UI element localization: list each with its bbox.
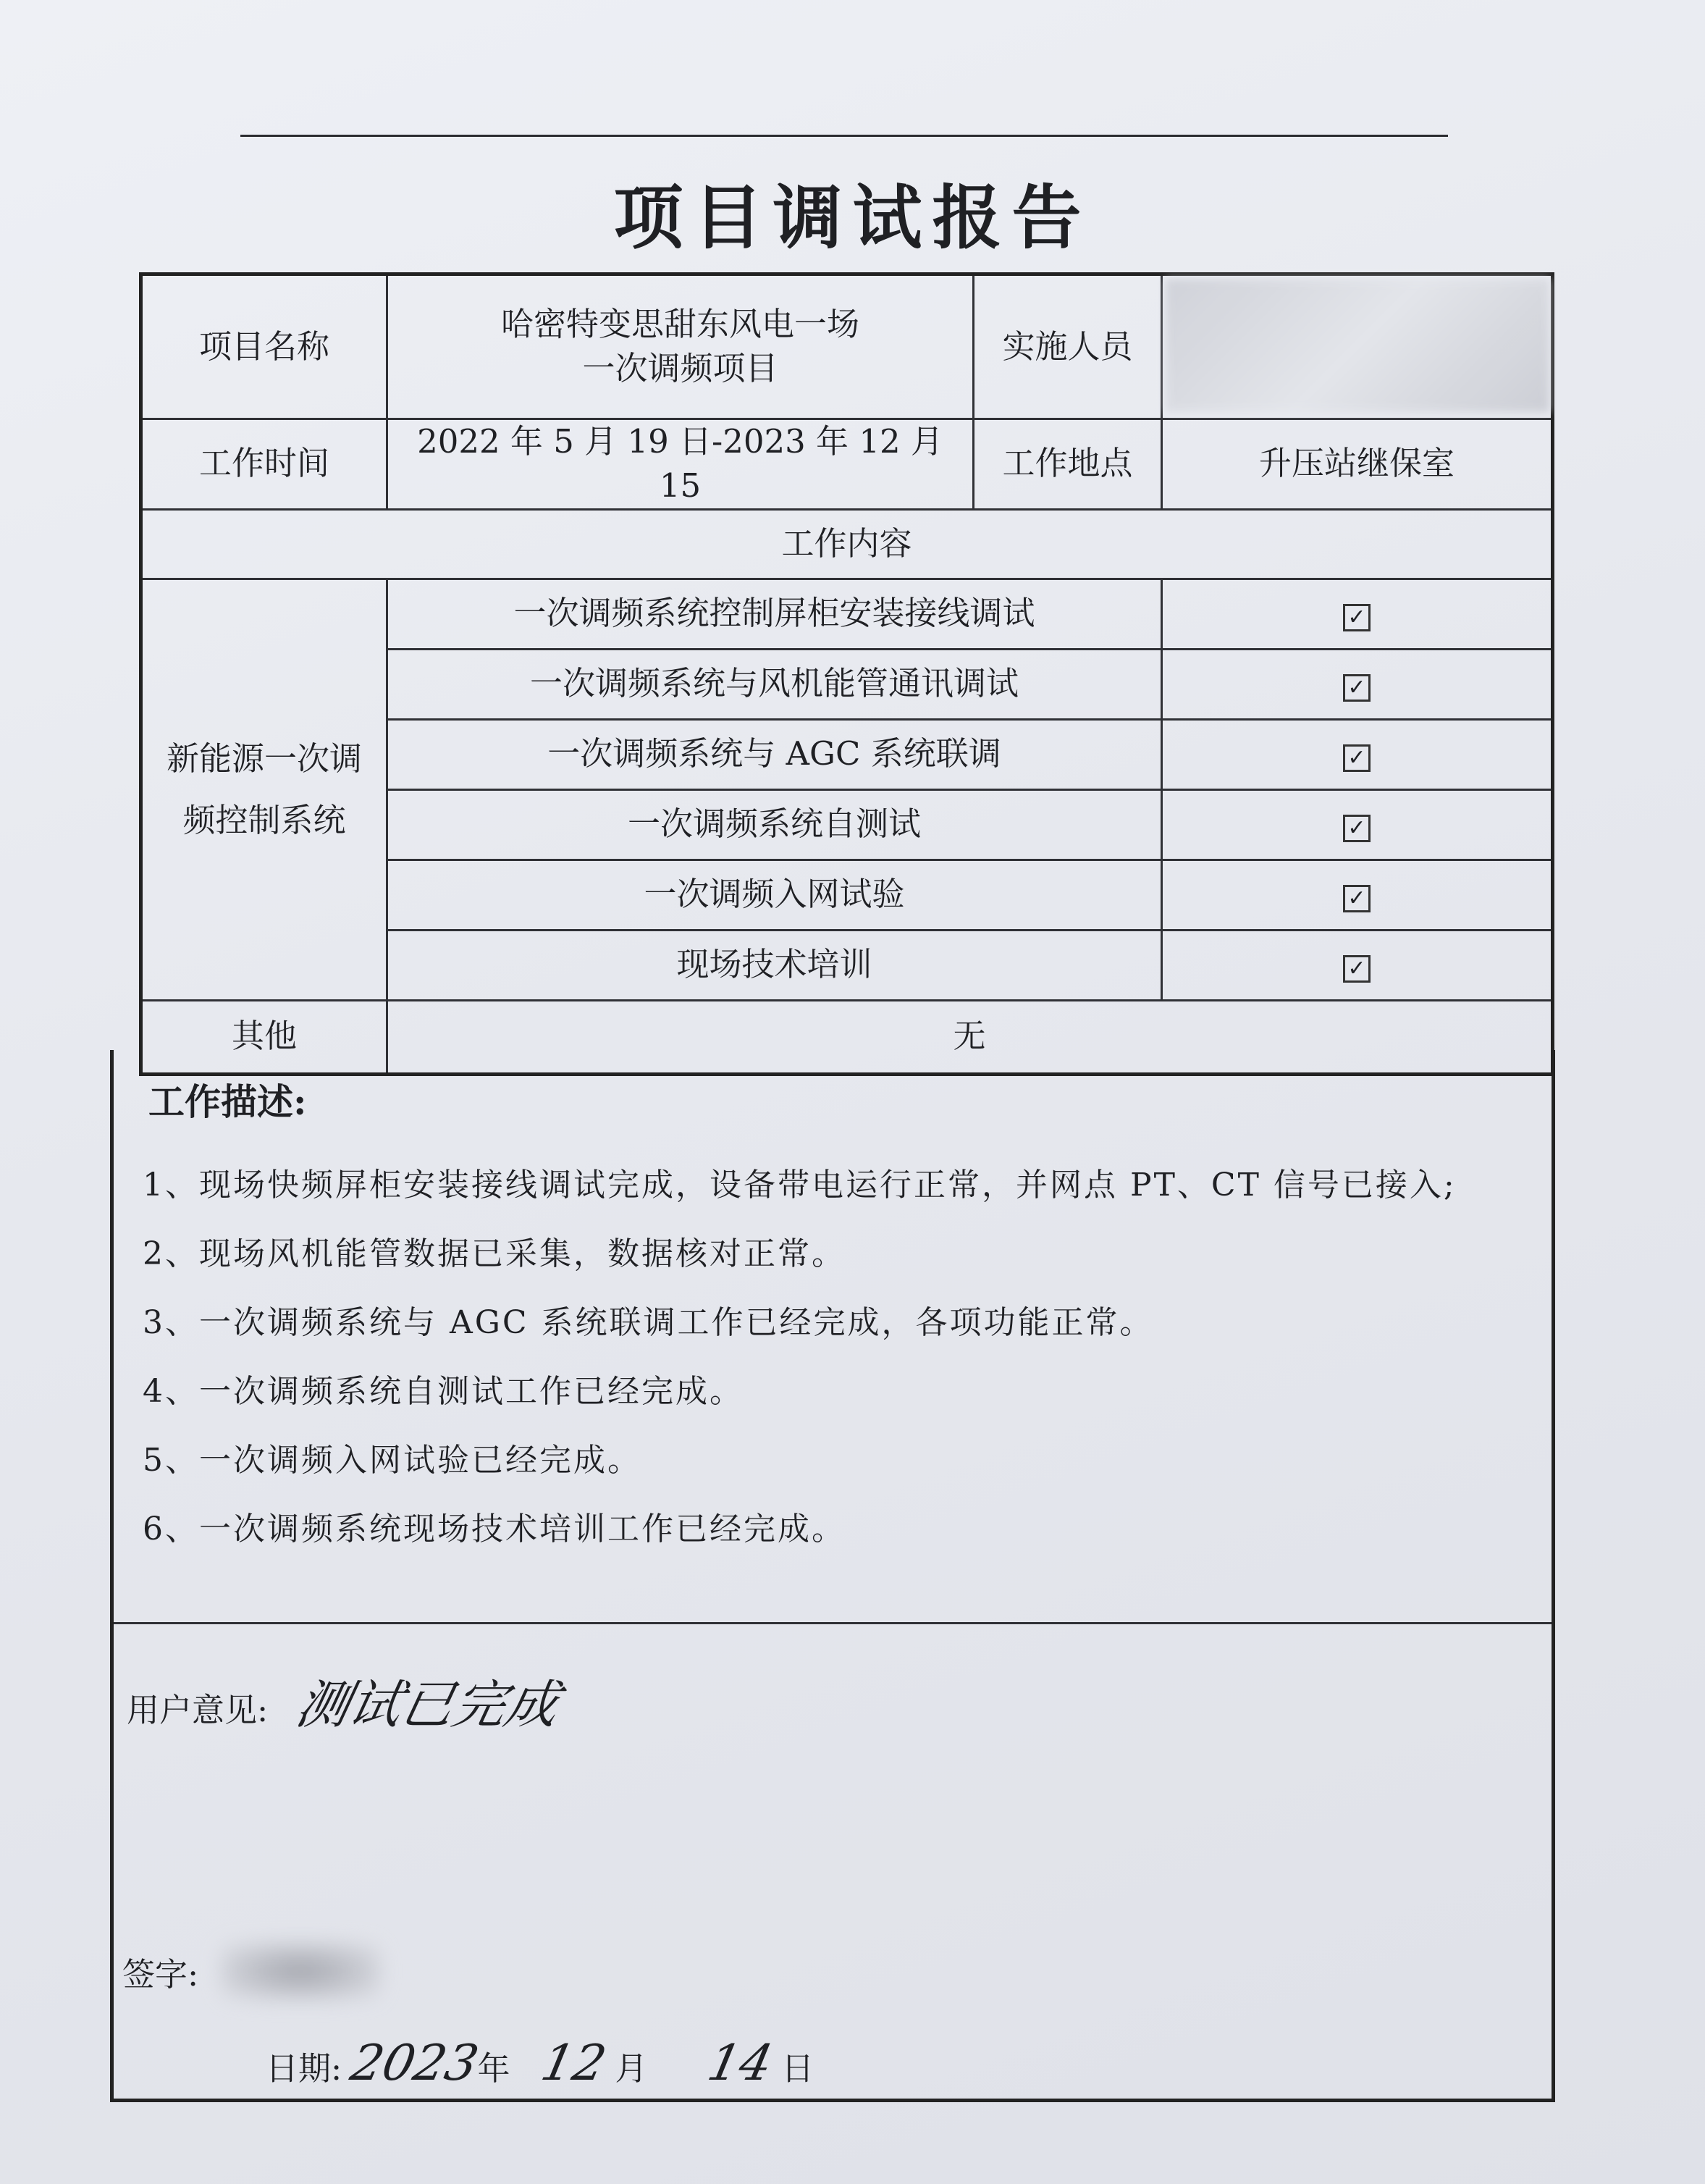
- description-item: 1、现场快频屏柜安装接线调试完成，设备带电运行正常，并网点 PT、CT 信号已接入;: [143, 1167, 1457, 1204]
- project-name-line1: 哈密特变思甜东风电一场: [500, 305, 859, 344]
- task-check: [1162, 579, 1553, 649]
- row-content-header: [141, 509, 1553, 579]
- description-item: 4、一次调频系统自测试工作已经完成。: [143, 1373, 744, 1410]
- task-check: [1162, 649, 1553, 719]
- implementer-label: 实施人员: [974, 274, 1162, 419]
- task-label: 一次调频系统与 AGC 系统联调: [387, 719, 1162, 789]
- work-location-value: 升压站继保室: [1162, 419, 1553, 510]
- task-label: 一次调频系统控制屏柜安装接线调试: [387, 579, 1162, 649]
- project-name-line2: 一次调频项目: [582, 349, 778, 387]
- checkbox-checked-icon: ✓: [1343, 744, 1371, 772]
- document-title: 项目调试报告: [613, 177, 1092, 259]
- description-heading: 工作描述:: [148, 1080, 307, 1123]
- date-month: 12: [536, 2035, 611, 2092]
- checkbox-checked-icon: ✓: [1343, 674, 1371, 702]
- work-location-label: 工作地点: [974, 419, 1162, 510]
- checkbox-checked-icon: ✓: [1343, 604, 1371, 631]
- checkbox-checked-icon: ✓: [1343, 885, 1371, 912]
- work-description-section: [114, 1050, 1552, 1624]
- system-label-line1: 新能源一次调: [166, 739, 362, 778]
- task-label: 一次调频系统与风机能管通讯调试: [387, 649, 1162, 719]
- checkbox-checked-icon: ✓: [1343, 955, 1371, 983]
- project-name-value: [387, 274, 974, 419]
- date-day-unit: 日: [781, 2049, 814, 2088]
- date-day: 14: [702, 2035, 778, 2092]
- redacted-signature: [221, 1942, 380, 2000]
- date-month-unit: 月: [615, 2049, 648, 2088]
- task-label: 一次调频系统自测试: [387, 789, 1162, 860]
- task-label: 现场技术培训: [387, 930, 1162, 1000]
- content-header: 工作内容: [141, 509, 1553, 579]
- top-rule: [240, 135, 1448, 137]
- project-name-label: 项目名称: [141, 274, 387, 419]
- date-year-unit: 年: [477, 2049, 510, 2088]
- description-item: 3、一次调频系统与 AGC 系统联调工作已经完成，各项功能正常。: [143, 1304, 1154, 1341]
- work-time-value: 2022 年 5 月 19 日-2023 年 12 月 15: [387, 419, 974, 510]
- task-check: [1162, 789, 1553, 860]
- description-item: 2、现场风机能管数据已采集，数据核对正常。: [143, 1235, 846, 1272]
- system-label: [141, 579, 387, 1000]
- system-label-line2: 频控制系统: [182, 801, 346, 839]
- description-item: 5、一次调频入网试验已经完成。: [143, 1442, 641, 1479]
- task-check: [1162, 860, 1553, 930]
- date-year: 2023: [346, 2035, 484, 2092]
- date-row: [266, 2035, 814, 2092]
- other-value: 无: [387, 1000, 1553, 1074]
- description-item: 6、一次调频系统现场技术培训工作已经完成。: [143, 1511, 846, 1547]
- task-check: [1162, 930, 1553, 1000]
- signature-label: 签字:: [122, 1955, 199, 1994]
- user-opinion-label: 用户意见:: [127, 1691, 269, 1729]
- checkbox-checked-icon: ✓: [1343, 815, 1371, 842]
- task-label: 一次调频入网试验: [387, 860, 1162, 930]
- task-check: [1162, 719, 1553, 789]
- row-work-time: [141, 419, 1553, 510]
- date-label: 日期:: [266, 2049, 342, 2088]
- redacted-implementers: [1166, 279, 1549, 412]
- task-row: [141, 579, 1553, 649]
- user-opinion-handwritten: 测试已完成: [290, 1674, 565, 1735]
- other-label: 其他: [141, 1000, 387, 1074]
- lower-section: [110, 1050, 1555, 2102]
- work-time-label: 工作时间: [141, 419, 387, 510]
